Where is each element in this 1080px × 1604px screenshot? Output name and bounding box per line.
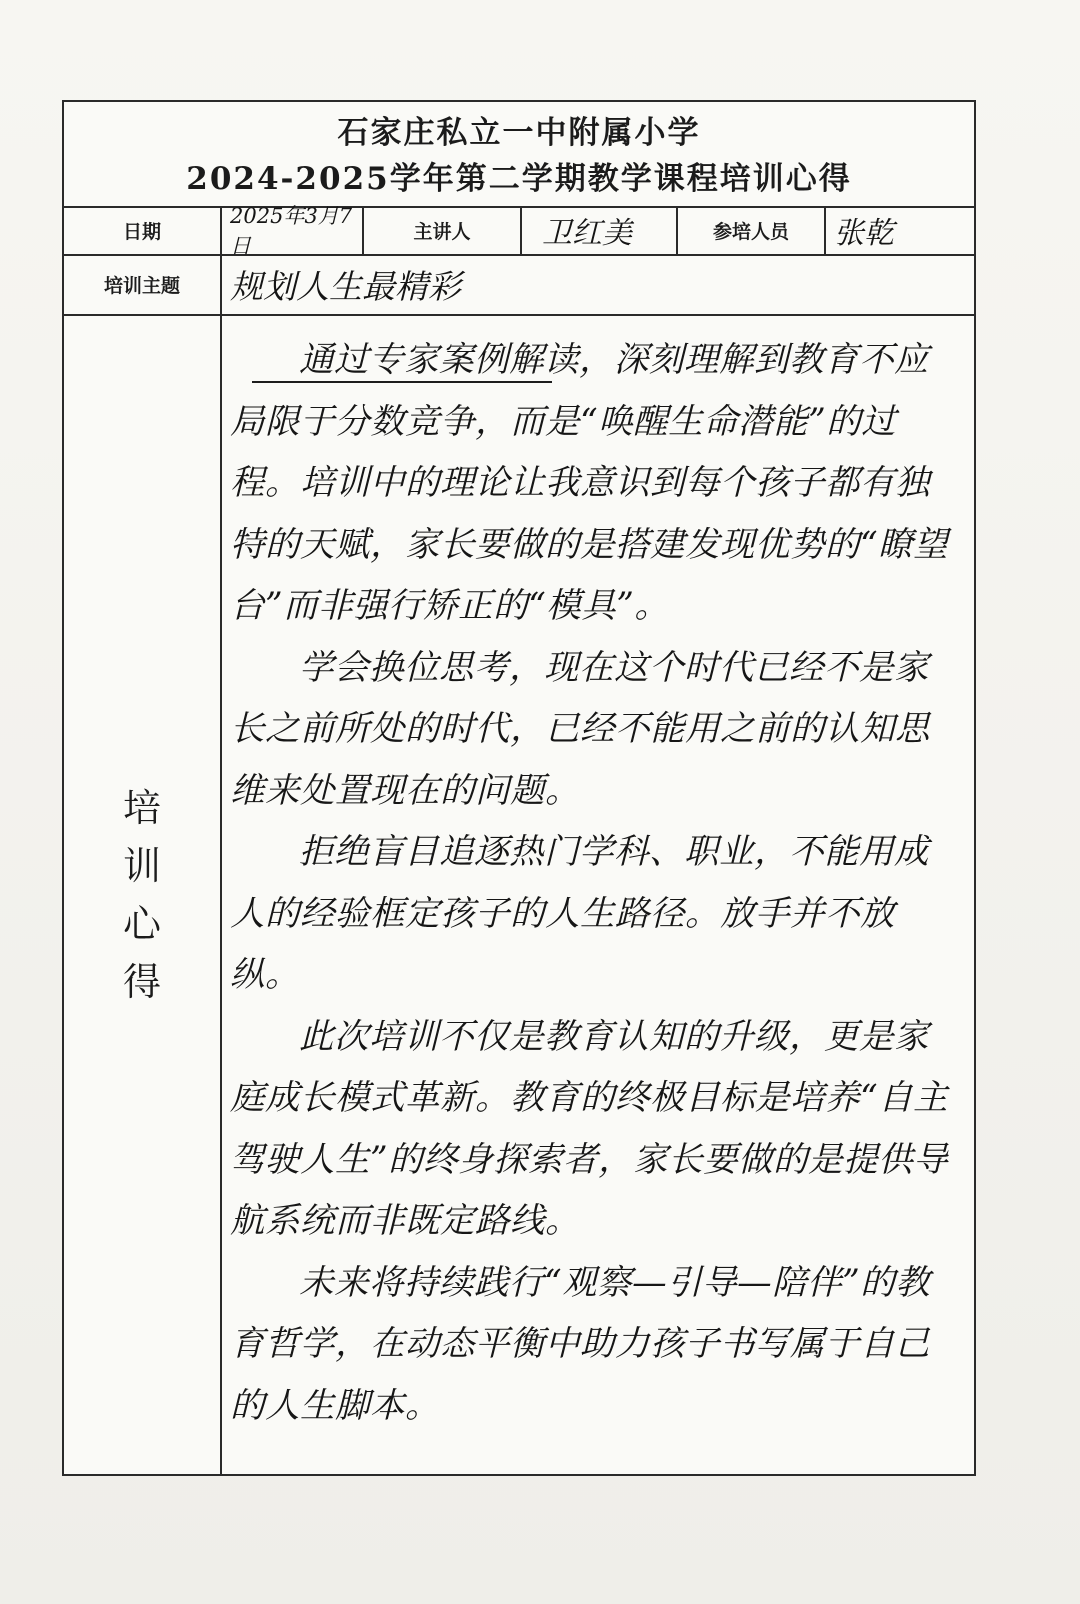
reflection-label-char: 培	[122, 786, 161, 830]
speaker-label: 主讲人	[364, 206, 522, 254]
topic-label: 培训主题	[64, 254, 222, 314]
training-report-form	[62, 100, 976, 1476]
speaker-value: 卫红美	[522, 206, 678, 254]
date-label: 日期	[64, 206, 222, 254]
reflection-text-area	[222, 314, 974, 1474]
reflection-paragraph: 通过专家案例解读，深刻理解到教育不应局限于分数竞争，而是“唤醒生命潜能”的过程。培训中的理论让我意识到每个孩子都有独特的天赋，家长要做的是搭建发现优势的“瞭望台”而非强行矫正的“模具”。	[230, 340, 949, 626]
participant-value: 张乾	[834, 216, 894, 251]
participant-label: 参培人员	[678, 206, 826, 254]
form-title-block	[64, 102, 974, 208]
reflection-label-char: 得	[122, 960, 161, 1004]
handwritten-underline	[252, 381, 552, 383]
reflection-paragraph: 学会换位思考，现在这个时代已经不是家长之前所处的时代，已经不能用之前的认知思维来处置现在的问题。	[230, 647, 930, 811]
reflection-paragraph: 拒绝盲目追逐热门学科、职业，不能用成人的经验框定孩子的人生路径。放手并不放纵。	[230, 832, 929, 995]
reflection-row	[64, 314, 974, 1474]
reflection-label-char: 训	[122, 844, 161, 888]
reflection-label	[64, 779, 220, 1011]
reflection-label-cell	[64, 314, 222, 1474]
info-row	[64, 206, 974, 256]
reflection-paragraph: 未来将持续践行“观察—引导—陪伴”的教育哲学，在动态平衡中助力孩子书写属于自己的人生脚本。	[230, 1262, 931, 1426]
topic-row	[64, 254, 974, 316]
reflection-paragraph: 此次培训不仅是教育认知的升级，更是家庭成长模式革新。教育的终极目标是培养“自主驾驶人生”的终身探索者，家长要做的是提供导航系统而非既定路线。	[230, 1016, 949, 1241]
report-title: 2024-2025学年第二学期教学课程培训心得	[186, 161, 852, 197]
topic-value: 规划人生最精彩	[230, 266, 461, 306]
date-value: 2025年3月7日	[222, 206, 364, 254]
reflection-label-char: 心	[122, 902, 161, 946]
school-name-title: 石家庄私立一中附属小学	[337, 115, 701, 151]
